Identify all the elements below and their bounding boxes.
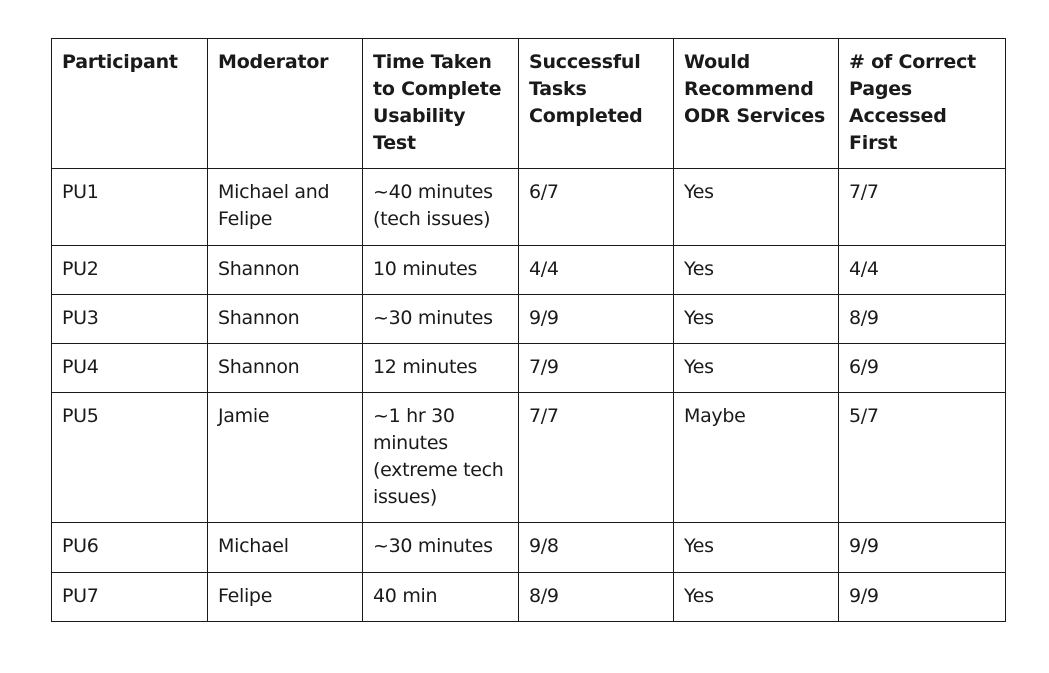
header-correct-pages: # of Correct Pages Accessed First: [839, 39, 1006, 169]
table-header-row: [52, 39, 1006, 169]
cell-time-taken: 10 minutes: [363, 246, 519, 295]
cell-would-recommend: Yes: [674, 169, 839, 246]
cell-time-taken: ~40 minutes (tech issues): [363, 169, 519, 246]
cell-participant: PU4: [52, 344, 208, 393]
cell-correct-pages: 4/4: [839, 246, 1006, 295]
table-row: [52, 344, 1006, 393]
cell-successful-tasks: 4/4: [519, 246, 674, 295]
header-moderator: Moderator: [208, 39, 363, 169]
cell-would-recommend: Maybe: [674, 393, 839, 523]
cell-successful-tasks: 9/9: [519, 295, 674, 344]
cell-would-recommend: Yes: [674, 523, 839, 573]
cell-successful-tasks: 7/7: [519, 393, 674, 523]
cell-correct-pages: 9/9: [839, 573, 1006, 622]
cell-correct-pages: 5/7: [839, 393, 1006, 523]
cell-time-taken: 40 min: [363, 573, 519, 622]
table-row: [52, 295, 1006, 344]
header-participant: Participant: [52, 39, 208, 169]
table-row: [52, 573, 1006, 622]
cell-successful-tasks: 8/9: [519, 573, 674, 622]
cell-would-recommend: Yes: [674, 344, 839, 393]
header-successful-tasks: Successful Tasks Completed: [519, 39, 674, 169]
table-row: [52, 523, 1006, 573]
cell-successful-tasks: 9/8: [519, 523, 674, 573]
cell-correct-pages: 8/9: [839, 295, 1006, 344]
cell-successful-tasks: 7/9: [519, 344, 674, 393]
table-row: [52, 393, 1006, 523]
cell-moderator: Michael: [208, 523, 363, 573]
cell-successful-tasks: 6/7: [519, 169, 674, 246]
header-time-taken: Time Taken to Complete Usability Test: [363, 39, 519, 169]
cell-time-taken: ~30 minutes: [363, 523, 519, 573]
cell-moderator: Shannon: [208, 344, 363, 393]
header-would-recommend: Would Recommend ODR Services: [674, 39, 839, 169]
cell-would-recommend: Yes: [674, 246, 839, 295]
cell-time-taken: ~30 minutes: [363, 295, 519, 344]
cell-participant: PU1: [52, 169, 208, 246]
cell-correct-pages: 7/7: [839, 169, 1006, 246]
cell-would-recommend: Yes: [674, 295, 839, 344]
cell-participant: PU2: [52, 246, 208, 295]
cell-moderator: Shannon: [208, 246, 363, 295]
cell-would-recommend: Yes: [674, 573, 839, 622]
table-row: [52, 246, 1006, 295]
table-row: [52, 169, 1006, 246]
cell-moderator: Jamie: [208, 393, 363, 523]
usability-results-table: [51, 38, 1006, 622]
cell-time-taken: 12 minutes: [363, 344, 519, 393]
cell-moderator: Michael and Felipe: [208, 169, 363, 246]
cell-participant: PU7: [52, 573, 208, 622]
cell-moderator: Felipe: [208, 573, 363, 622]
cell-participant: PU6: [52, 523, 208, 573]
cell-participant: PU3: [52, 295, 208, 344]
cell-time-taken: ~1 hr 30 minutes (extreme tech issues): [363, 393, 519, 523]
cell-correct-pages: 6/9: [839, 344, 1006, 393]
cell-participant: PU5: [52, 393, 208, 523]
cell-correct-pages: 9/9: [839, 523, 1006, 573]
cell-moderator: Shannon: [208, 295, 363, 344]
